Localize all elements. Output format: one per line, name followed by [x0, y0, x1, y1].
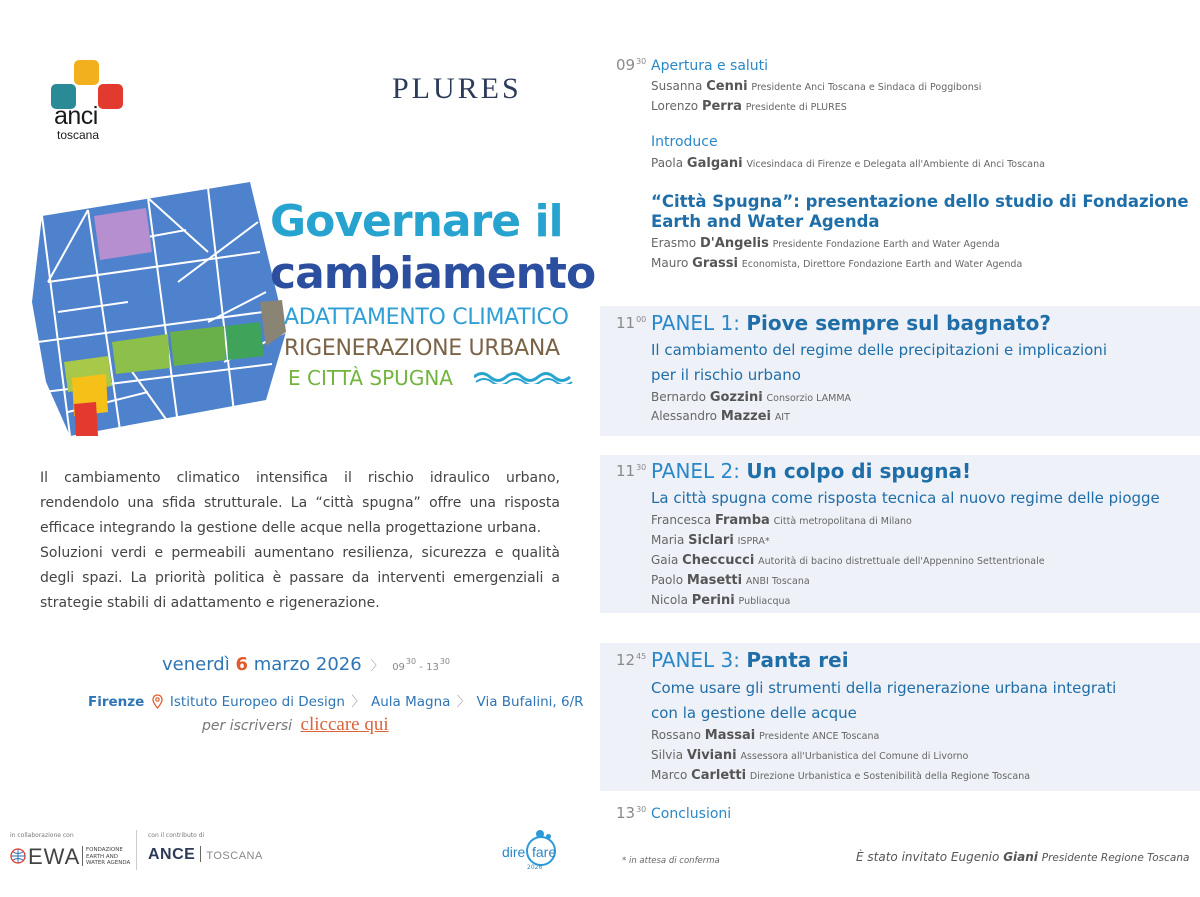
- closing-title: Conclusioni: [651, 806, 732, 822]
- speaker-row: Paola Galgani Vicesindaca di Firenze e Delegata all'Ambiente di Anci Toscana: [651, 156, 1045, 171]
- panel-1-time: $11^{00}$: [616, 314, 647, 332]
- speaker-row: Gaia Checcucci Autorità di bacino distrettuale dell'Appennino Settentrionale: [651, 553, 1045, 568]
- ewa-acronym: EWA: [28, 844, 81, 869]
- plures-logo: PLURES: [392, 72, 522, 105]
- registration-text: per iscriversi: [202, 718, 293, 734]
- dire-fare-logo: [500, 830, 572, 874]
- water-wave-icon: [474, 368, 574, 384]
- panel-2-heading: PANEL 2: Un colpo di spugna!: [651, 459, 972, 483]
- contribution-label: con il contributo di: [148, 832, 205, 839]
- speaker-row: Rossano Massai Presidente ANCE Toscana: [651, 728, 880, 743]
- event-subtitle-sponge-city: E CITTÀ SPUGNA: [288, 366, 453, 390]
- ewa-logo: [10, 843, 135, 867]
- chevron-right-icon: 〉: [456, 694, 471, 710]
- opening-title: Apertura e saluti: [651, 58, 769, 74]
- panel-2-subtitle-line1: La città spugna come risposta tecnica al nuovo regime delle piogge: [651, 489, 1160, 507]
- study-title-line2: Earth and Water Agenda: [651, 212, 880, 231]
- event-title-line2: cambiamento: [270, 248, 596, 299]
- intro-text: [40, 466, 560, 616]
- event-subtitle-regeneration: RIGENERAZIONE URBANA: [284, 336, 560, 361]
- footer-divider: [136, 830, 137, 870]
- speaker-row: Alessandro Mazzei AIT: [651, 409, 790, 424]
- anci-logo-sub: toscana: [57, 128, 100, 142]
- collaboration-label: in collaborazione con: [10, 832, 74, 839]
- ance-region: TOSCANA: [206, 850, 263, 862]
- speaker-row: Susanna Cenni Presidente Anci Toscana e Sindaca di Poggibonsi: [651, 79, 982, 94]
- event-room: Aula Magna: [370, 694, 451, 710]
- ewa-divider: [82, 846, 83, 866]
- ance-toscana-logo: [148, 844, 263, 864]
- speaker-row: Paolo Masetti ANBI Toscana: [651, 573, 810, 588]
- event-subtitle-climate: ADATTAMENTO CLIMATICO: [284, 305, 569, 330]
- intro-paragraph-2: Soluzioni verdi e permeabili aumentano resilienza, sicurezza e qualità degli spazi. La priorità politica è passare da interventi emergenziali a strategie stabili di adattamento e rigenerazione.: [40, 545, 560, 611]
- speaker-row: Francesca Framba Città metropolitana di Milano: [651, 513, 912, 528]
- dire-fare-dot: [546, 834, 551, 839]
- opening-time: $09^{30}$: [616, 56, 647, 74]
- confirmation-note: * in attesa di conferma: [622, 856, 720, 866]
- location-pin-icon: [152, 694, 163, 709]
- event-day: 6: [235, 654, 248, 675]
- anci-logo-square-red: [98, 84, 123, 109]
- introduce-title: Introduce: [651, 134, 718, 150]
- ewa-full-name: FONDAZIONE EARTH AND WATER AGENDA: [86, 847, 131, 866]
- dire-fare-year: 2026: [527, 864, 543, 871]
- panel-2-time: $11^{30}$: [616, 462, 647, 480]
- speaker-row: Silvia Viviani Assessora all'Urbanistica del Comune di Livorno: [651, 748, 969, 763]
- intro-paragraph-1: Il cambiamento climatico intensifica il rischio idraulico urbano, rendendolo una sfida strutturale. La “città spugna” offre una risposta efficace integrando la gestione delle acque nella progettazione urbana.: [40, 470, 560, 536]
- ance-divider: [200, 846, 201, 862]
- event-time: $09^{30} - 13^{30}$: [392, 657, 450, 673]
- panel-3-time: $12^{45}$: [616, 651, 647, 669]
- event-venue: Istituto Europeo di Design: [169, 694, 345, 710]
- closing-time: $13^{30}$: [616, 804, 647, 822]
- chevron-right-icon: 〉: [370, 659, 384, 674]
- anci-logo-word: anci: [54, 102, 98, 130]
- speaker-row: Marco Carletti Direzione Urbanistica e Sostenibilità della Regione Toscana: [651, 768, 1031, 783]
- panel-3-subtitle-line1: Come usare gli strumenti della rigenerazione urbana integrati: [651, 679, 1117, 697]
- chevron-right-icon: 〉: [351, 694, 365, 710]
- ance-name: ANCE: [148, 846, 196, 863]
- event-month-year: marzo 2026: [253, 654, 362, 675]
- speaker-row: Erasmo D'Angelis Presidente Fondazione Earth and Water Agenda: [651, 236, 1000, 251]
- event-weekday: venerdì: [162, 654, 230, 675]
- dire-fare-dot: [536, 830, 544, 838]
- anci-logo-square-yellow: [74, 60, 99, 85]
- study-title-line1: “Città Spugna”: presentazione dello studio di Fondazione: [651, 192, 1189, 211]
- speaker-row: Mauro Grassi Economista, Direttore Fondazione Earth and Water Agenda: [651, 256, 1023, 271]
- speaker-row: Nicola Perini Publiacqua: [651, 593, 791, 608]
- dire-fare-word-fare: fare: [532, 844, 557, 860]
- registration-line: [202, 714, 389, 736]
- registration-link[interactable]: cliccare qui: [300, 714, 389, 735]
- panel-1-heading: PANEL 1: Piove sempre sul bagnato?: [651, 311, 1051, 335]
- panel-1-subtitle-line2: per il rischio urbano: [651, 366, 801, 384]
- panel-1-subtitle-line1: Il cambiamento del regime delle precipitazioni e implicazioni: [651, 341, 1107, 359]
- panel-3-heading: PANEL 3: Panta rei: [651, 648, 849, 672]
- speaker-row: Maria Siclari ISPRA*: [651, 533, 770, 548]
- event-date: [162, 654, 450, 675]
- speaker-row: Bernardo Gozzini Consorzio LAMMA: [651, 390, 852, 405]
- globe-icon: [10, 848, 26, 864]
- event-title-line1: Governare il: [270, 196, 563, 247]
- event-city: Firenze: [88, 694, 145, 710]
- invited-guest: È stato invitato Eugenio Giani Presidente Regione Toscana: [856, 850, 1190, 864]
- speaker-row: Lorenzo Perra Presidente di PLURES: [651, 99, 847, 114]
- anci-toscana-logo: [48, 60, 128, 146]
- city-map-illustration: [28, 182, 286, 438]
- panel-3-subtitle-line2: con la gestione delle acque: [651, 704, 857, 722]
- event-location: [88, 690, 584, 710]
- dire-fare-word-dire: dire: [502, 844, 526, 860]
- event-address: Via Bufalini, 6/R: [476, 694, 584, 710]
